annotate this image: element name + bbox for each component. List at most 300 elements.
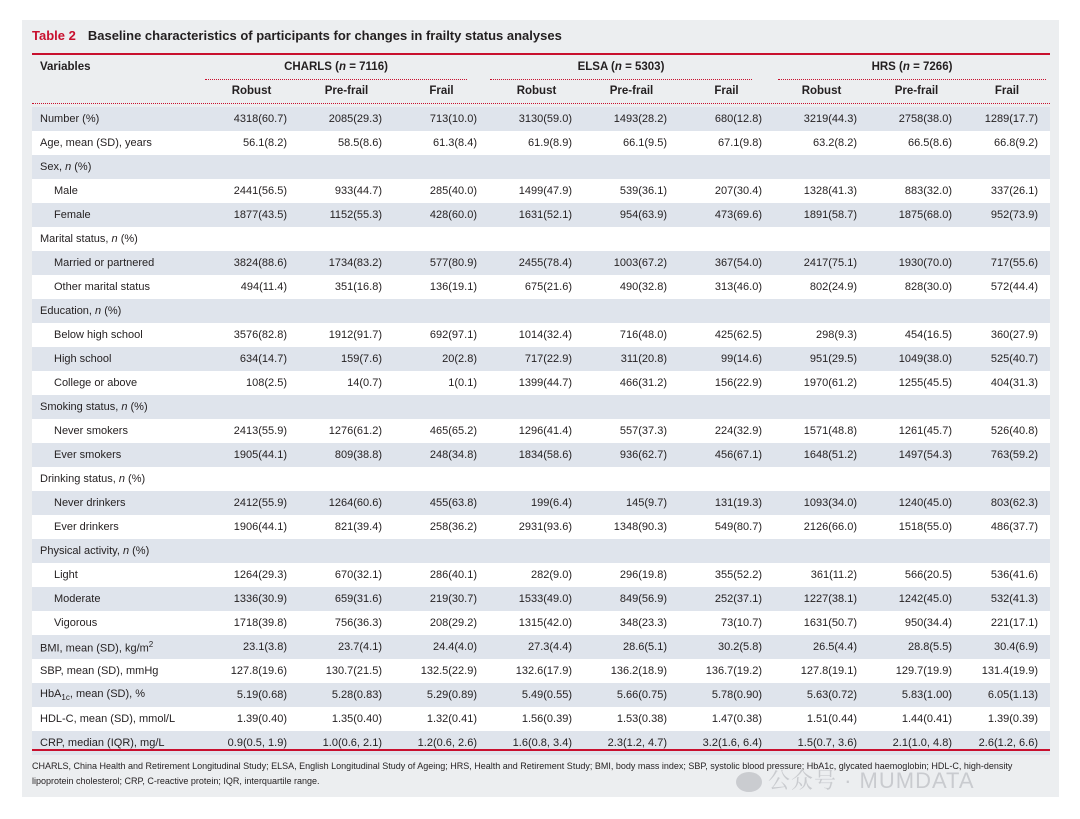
- table-cell: 66.1(9.5): [584, 131, 679, 155]
- row-label: BMI, mean (SD), $kg/m^2$: [32, 635, 204, 659]
- table-cell: 936(62.7): [584, 443, 679, 467]
- row-label: Ever drinkers: [32, 515, 204, 539]
- table-row: [32, 443, 1050, 467]
- table-cell: 3219(44.3): [774, 107, 869, 131]
- table-title: [32, 28, 562, 43]
- table-cell: 2.1(1.0, 4.8): [869, 731, 964, 755]
- table-cell: [964, 395, 1050, 419]
- table-cell: [394, 155, 489, 179]
- table-cell: 1328(41.3): [774, 179, 869, 203]
- table-cell: 1.0(0.6, 2.1): [299, 731, 394, 755]
- table-cell: 207(30.4): [679, 179, 774, 203]
- table-cell: 539(36.1): [584, 179, 679, 203]
- row-label: Never smokers: [32, 419, 204, 443]
- table-cell: 73(10.7): [679, 611, 774, 635]
- table-row: [32, 515, 1050, 539]
- table-cell: 1.2(0.6, 2.6): [394, 731, 489, 755]
- table-cell: 208(29.2): [394, 611, 489, 635]
- table-cell: 526(40.8): [964, 419, 1050, 443]
- table-cell: [489, 467, 584, 491]
- table-cell: [869, 299, 964, 323]
- table-row: [32, 467, 1050, 491]
- table-row: [32, 251, 1050, 275]
- table-cell: 4318(60.7): [204, 107, 299, 131]
- table-cell: [964, 227, 1050, 251]
- table-cell: 1648(51.2): [774, 443, 869, 467]
- cohort-underline: [778, 79, 1046, 80]
- row-label: Other marital status: [32, 275, 204, 299]
- table-cell: 6.05(1.13): [964, 683, 1050, 707]
- table-cell: [964, 155, 1050, 179]
- table-cell: 3130(59.0): [489, 107, 584, 131]
- table-cell: [869, 155, 964, 179]
- table-footnote: CHARLS, China Health and Retirement Longitudinal Study; ELSA, English Longitudinal Study of Ageing; HRS, Health and Retirement Study; BMI, body mass index; SBP, systolic blood pressure; HbA1c, glycated haemoglobin; HDL-C, high-density lipoprotein cholesterol; CRP, C-reactive protein; IQR, interquartile range.: [32, 761, 1013, 786]
- table-cell: 5.78(0.90): [679, 683, 774, 707]
- table-cell: 136.2(18.9): [584, 659, 679, 683]
- table-cell: 465(65.2): [394, 419, 489, 443]
- table-cell: 634(14.7): [204, 347, 299, 371]
- table-cell: 756(36.3): [299, 611, 394, 635]
- table-cell: 129.7(19.9): [869, 659, 964, 683]
- table-cell: 28.6(5.1): [584, 635, 679, 659]
- row-label: Age, mean (SD), years: [32, 131, 204, 155]
- table-cell: 20(2.8): [394, 347, 489, 371]
- table-cell: 2412(55.9): [204, 491, 299, 515]
- table-row: [32, 731, 1050, 755]
- table-cell: 717(55.6): [964, 251, 1050, 275]
- table-cell: 5.49(0.55): [489, 683, 584, 707]
- table-cell: 577(80.9): [394, 251, 489, 275]
- table-cell: 1930(70.0): [869, 251, 964, 275]
- table-cell: 2.6(1.2, 6.6): [964, 731, 1050, 755]
- table-cell: 1049(38.0): [869, 347, 964, 371]
- table-cell: 803(62.3): [964, 491, 1050, 515]
- table-row: [32, 683, 1050, 707]
- table-cell: 566(20.5): [869, 563, 964, 587]
- table-cell: 58.5(8.6): [299, 131, 394, 155]
- table-cell: [869, 227, 964, 251]
- table-cell: 282(9.0): [489, 563, 584, 587]
- table-cell: 99(14.6): [679, 347, 774, 371]
- table-row: [32, 299, 1050, 323]
- table-row: [32, 371, 1050, 395]
- table-cell: 3.2(1.6, 6.4): [679, 731, 774, 755]
- table-cell: 28.8(5.5): [869, 635, 964, 659]
- table-cell: [774, 155, 869, 179]
- table-cell: 716(48.0): [584, 323, 679, 347]
- row-label: Ever smokers: [32, 443, 204, 467]
- table-cell: 883(32.0): [869, 179, 964, 203]
- table-cell: [489, 539, 584, 563]
- table-cell: 428(60.0): [394, 203, 489, 227]
- table-cell: 1261(45.7): [869, 419, 964, 443]
- table-cell: 127.8(19.6): [204, 659, 299, 683]
- table-cell: 1533(49.0): [489, 587, 584, 611]
- table-cell: 1276(61.2): [299, 419, 394, 443]
- table-cell: 1289(17.7): [964, 107, 1050, 131]
- table-number: Table 2: [32, 28, 76, 43]
- table-cell: 1.44(0.41): [869, 707, 964, 731]
- row-label: Education, n (%): [32, 299, 204, 323]
- table-cell: [584, 227, 679, 251]
- table-cell: [774, 395, 869, 419]
- table-cell: [299, 395, 394, 419]
- table-cell: 219(30.7): [394, 587, 489, 611]
- table-cell: 490(32.8): [584, 275, 679, 299]
- table-cell: [394, 539, 489, 563]
- table-cell: [394, 395, 489, 419]
- table-cell: 61.9(8.9): [489, 131, 584, 155]
- column-header: Pre-frail: [324, 85, 369, 97]
- table-cell: 549(80.7): [679, 515, 774, 539]
- cohort-name: ELSA (: [577, 61, 615, 73]
- table-cell: 1499(47.9): [489, 179, 584, 203]
- table-cell: 933(44.7): [299, 179, 394, 203]
- table-cell: 1315(42.0): [489, 611, 584, 635]
- table-cell: 1.39(0.40): [204, 707, 299, 731]
- table-cell: 1.5(0.7, 3.6): [774, 731, 869, 755]
- table-cell: [204, 467, 299, 491]
- table-cell: [679, 155, 774, 179]
- table-cell: 2.3(1.2, 4.7): [584, 731, 679, 755]
- watermark-text: 公众号 · MUMDATA: [768, 768, 975, 793]
- row-label: College or above: [32, 371, 204, 395]
- table-cell: 367(54.0): [679, 251, 774, 275]
- table-cell: 821(39.4): [299, 515, 394, 539]
- table-cell: 557(37.3): [584, 419, 679, 443]
- table-cell: 2931(93.6): [489, 515, 584, 539]
- table-cell: 27.3(4.4): [489, 635, 584, 659]
- column-header: Robust: [516, 85, 557, 97]
- cohort-n: = 5303): [621, 61, 665, 73]
- table-cell: 285(40.0): [394, 179, 489, 203]
- table-cell: 1.35(0.40): [299, 707, 394, 731]
- column-header: Pre-frail: [894, 85, 939, 97]
- table-row: [32, 131, 1050, 155]
- table-cell: 675(21.6): [489, 275, 584, 299]
- table-cell: [869, 467, 964, 491]
- table-cell: 23.1(3.8): [204, 635, 299, 659]
- table-cell: 1(0.1): [394, 371, 489, 395]
- table-row: [32, 635, 1050, 659]
- table-cell: 30.2(5.8): [679, 635, 774, 659]
- table-cell: 466(31.2): [584, 371, 679, 395]
- table-cell: 802(24.9): [774, 275, 869, 299]
- table-cell: 2455(78.4): [489, 251, 584, 275]
- table-cell: 717(22.9): [489, 347, 584, 371]
- table-cell: [204, 395, 299, 419]
- row-label: Physical activity, n (%): [32, 539, 204, 563]
- row-label: Never drinkers: [32, 491, 204, 515]
- table-cell: 1093(34.0): [774, 491, 869, 515]
- table-cell: 828(30.0): [869, 275, 964, 299]
- table-cell: [774, 299, 869, 323]
- table-row: [32, 179, 1050, 203]
- table-row: [32, 587, 1050, 611]
- table-cell: 532(41.3): [964, 587, 1050, 611]
- table-cell: 1336(30.9): [204, 587, 299, 611]
- table-cell: 1264(60.6): [299, 491, 394, 515]
- table-cell: 66.5(8.6): [869, 131, 964, 155]
- cohort-underline: [205, 79, 467, 80]
- table-cell: 2413(55.9): [204, 419, 299, 443]
- row-label: Moderate: [32, 587, 204, 611]
- table-cell: [299, 227, 394, 251]
- table-row: [32, 395, 1050, 419]
- table-cell: 1242(45.0): [869, 587, 964, 611]
- table-row: [32, 563, 1050, 587]
- table-row: [32, 275, 1050, 299]
- table-row: [32, 155, 1050, 179]
- table-cell: 1877(43.5): [204, 203, 299, 227]
- table-cell: 1718(39.8): [204, 611, 299, 635]
- table-cell: 145(9.7): [584, 491, 679, 515]
- table-row: [32, 347, 1050, 371]
- table-cell: 130.7(21.5): [299, 659, 394, 683]
- table-cell: 67.1(9.8): [679, 131, 774, 155]
- row-label: High school: [32, 347, 204, 371]
- table-cell: [489, 227, 584, 251]
- table-cell: [584, 395, 679, 419]
- row-label: Smoking status, n (%): [32, 395, 204, 419]
- table-cell: 3576(82.8): [204, 323, 299, 347]
- table-cell: 5.19(0.68): [204, 683, 299, 707]
- row-label: Sex, n (%): [32, 155, 204, 179]
- table-cell: 131(19.3): [679, 491, 774, 515]
- table-cell: 494(11.4): [204, 275, 299, 299]
- table-cell: 951(29.5): [774, 347, 869, 371]
- row-label: Male: [32, 179, 204, 203]
- table-cell: [204, 539, 299, 563]
- table-cell: 248(34.8): [394, 443, 489, 467]
- table-cell: [204, 227, 299, 251]
- table-cell: 1.56(0.39): [489, 707, 584, 731]
- table-cell: 63.2(8.2): [774, 131, 869, 155]
- table-cell: 2085(29.3): [299, 107, 394, 131]
- table-cell: 1.51(0.44): [774, 707, 869, 731]
- table-cell: 14(0.7): [299, 371, 394, 395]
- table-cell: 1152(55.3): [299, 203, 394, 227]
- table-cell: 425(62.5): [679, 323, 774, 347]
- table-cell: 5.83(1.00): [869, 683, 964, 707]
- cohort-n: = 7116): [346, 61, 388, 73]
- table-cell: 156(22.9): [679, 371, 774, 395]
- table-cell: [299, 467, 394, 491]
- table-cell: 1970(61.2): [774, 371, 869, 395]
- table-row: [32, 323, 1050, 347]
- table-cell: 337(26.1): [964, 179, 1050, 203]
- table-cell: 2758(38.0): [869, 107, 964, 131]
- cohort-header-elsa: ELSA (n = 5303): [577, 61, 665, 73]
- table-cell: 1.6(0.8, 3.4): [489, 731, 584, 755]
- table-cell: [584, 539, 679, 563]
- table-cell: 572(44.4): [964, 275, 1050, 299]
- table-cell: 455(63.8): [394, 491, 489, 515]
- cohort-underline: [490, 79, 752, 80]
- table-cell: [869, 395, 964, 419]
- table-cell: 1905(44.1): [204, 443, 299, 467]
- table-cell: 26.5(4.4): [774, 635, 869, 659]
- row-label: Light: [32, 563, 204, 587]
- table-cell: 132.5(22.9): [394, 659, 489, 683]
- table-cell: 136.7(19.2): [679, 659, 774, 683]
- variables-header: Variables: [40, 61, 91, 73]
- table-cell: [774, 539, 869, 563]
- table-cell: 132.6(17.9): [489, 659, 584, 683]
- table-cell: [679, 299, 774, 323]
- table-cell: 670(32.1): [299, 563, 394, 587]
- table-cell: 0.9(0.5, 1.9): [204, 731, 299, 755]
- chat-bubble-icon: [736, 772, 762, 792]
- table-cell: 131.4(19.9): [964, 659, 1050, 683]
- table-cell: 1.53(0.38): [584, 707, 679, 731]
- table-cell: 1.32(0.41): [394, 707, 489, 731]
- row-label: HbA$_{1c}$, mean (SD), %: [32, 683, 204, 707]
- table-cell: [964, 467, 1050, 491]
- table-row: [32, 659, 1050, 683]
- table-cell: 1493(28.2): [584, 107, 679, 131]
- table-cell: 2126(66.0): [774, 515, 869, 539]
- table-cell: 252(37.1): [679, 587, 774, 611]
- table-cell: 1399(44.7): [489, 371, 584, 395]
- table-cell: 1631(50.7): [774, 611, 869, 635]
- column-header: Robust: [801, 85, 842, 97]
- table-cell: 5.63(0.72): [774, 683, 869, 707]
- table-row: [32, 611, 1050, 635]
- row-label: SBP, mean (SD), mmHg: [32, 659, 204, 683]
- table-cell: 1240(45.0): [869, 491, 964, 515]
- row-label: Marital status, n (%): [32, 227, 204, 251]
- table-cell: 1.47(0.38): [679, 707, 774, 731]
- table-cell: 199(6.4): [489, 491, 584, 515]
- table-cell: 108(2.5): [204, 371, 299, 395]
- table-cell: [679, 395, 774, 419]
- table-cell: 473(69.6): [679, 203, 774, 227]
- cohort-n: = 7266): [909, 61, 953, 73]
- table-cell: [964, 299, 1050, 323]
- table-cell: [584, 467, 679, 491]
- row-label: Female: [32, 203, 204, 227]
- table-cell: 1906(44.1): [204, 515, 299, 539]
- table-cell: [869, 539, 964, 563]
- table-cell: 1348(90.3): [584, 515, 679, 539]
- table-cell: 61.3(8.4): [394, 131, 489, 155]
- cohort-name: HRS (: [871, 61, 903, 73]
- watermark: [736, 764, 975, 795]
- table-cell: 692(97.1): [394, 323, 489, 347]
- table-cell: 2441(56.5): [204, 179, 299, 203]
- column-header: Frail: [994, 85, 1020, 97]
- table-cell: 1.39(0.39): [964, 707, 1050, 731]
- table-cell: 1014(32.4): [489, 323, 584, 347]
- table-cell: [394, 227, 489, 251]
- table-cell: 809(38.8): [299, 443, 394, 467]
- column-header: Pre-frail: [609, 85, 654, 97]
- table-row: [32, 107, 1050, 131]
- table-row: [32, 203, 1050, 227]
- table-cell: 713(10.0): [394, 107, 489, 131]
- table-cell: 1912(91.7): [299, 323, 394, 347]
- table-cell: [489, 395, 584, 419]
- table-cell: [679, 467, 774, 491]
- table-cell: [204, 155, 299, 179]
- table-cell: 1255(45.5): [869, 371, 964, 395]
- table-cell: [964, 539, 1050, 563]
- table-cell: 311(20.8): [584, 347, 679, 371]
- table-row: [32, 227, 1050, 251]
- table-cell: 1875(68.0): [869, 203, 964, 227]
- table-cell: 1296(41.4): [489, 419, 584, 443]
- table-cell: 1264(29.3): [204, 563, 299, 587]
- row-label: Drinking status, n (%): [32, 467, 204, 491]
- data-table: [32, 107, 1050, 755]
- table-cell: 136(19.1): [394, 275, 489, 299]
- top-rule: [32, 53, 1050, 55]
- table-cell: 66.8(9.2): [964, 131, 1050, 155]
- table-cell: 258(36.2): [394, 515, 489, 539]
- table-cell: 1734(83.2): [299, 251, 394, 275]
- table-cell: 298(9.3): [774, 323, 869, 347]
- table-cell: 1571(48.8): [774, 419, 869, 443]
- table-cell: 5.29(0.89): [394, 683, 489, 707]
- row-label: CRP, median (IQR), mg/L: [32, 731, 204, 755]
- table-cell: 1834(58.6): [489, 443, 584, 467]
- table-cell: 361(11.2): [774, 563, 869, 587]
- table-cell: 5.28(0.83): [299, 683, 394, 707]
- table-cell: 454(16.5): [869, 323, 964, 347]
- row-label: Number (%): [32, 107, 204, 131]
- table-row: [32, 539, 1050, 563]
- table-cell: 1891(58.7): [774, 203, 869, 227]
- header-bottom-rule: [32, 103, 1050, 104]
- table-cell: 1227(38.1): [774, 587, 869, 611]
- cohort-header-hrs: HRS (n = 7266): [871, 61, 953, 73]
- table-cell: 224(32.9): [679, 419, 774, 443]
- table-cell: [394, 299, 489, 323]
- column-header: Frail: [714, 85, 739, 97]
- table-cell: 159(7.6): [299, 347, 394, 371]
- table-cell: [679, 227, 774, 251]
- table-cell: 127.8(19.1): [774, 659, 869, 683]
- table-cell: [394, 467, 489, 491]
- bottom-rule: [32, 749, 1050, 751]
- table-cell: 313(46.0): [679, 275, 774, 299]
- table-cell: 30.4(6.9): [964, 635, 1050, 659]
- table-cell: [584, 299, 679, 323]
- table-cell: [774, 467, 869, 491]
- table-cell: 221(17.1): [964, 611, 1050, 635]
- table-cell: 680(12.8): [679, 107, 774, 131]
- table-cell: 286(40.1): [394, 563, 489, 587]
- table-cell: 1631(52.1): [489, 203, 584, 227]
- table-cell: 3824(88.6): [204, 251, 299, 275]
- row-label: Vigorous: [32, 611, 204, 635]
- table-row: [32, 419, 1050, 443]
- row-label: HDL-C, mean (SD), mmol/L: [32, 707, 204, 731]
- table-cell: [204, 299, 299, 323]
- cohort-header-charls: CHARLS (n = 7116): [284, 61, 388, 73]
- table-cell: 950(34.4): [869, 611, 964, 635]
- row-label: Below high school: [32, 323, 204, 347]
- table-cell: 348(23.3): [584, 611, 679, 635]
- table-cell: 355(52.2): [679, 563, 774, 587]
- table-cell: 360(27.9): [964, 323, 1050, 347]
- table-cell: [299, 299, 394, 323]
- table-cell: 351(16.8): [299, 275, 394, 299]
- table-cell: [584, 155, 679, 179]
- table-cell: 456(67.1): [679, 443, 774, 467]
- table-cell: [489, 155, 584, 179]
